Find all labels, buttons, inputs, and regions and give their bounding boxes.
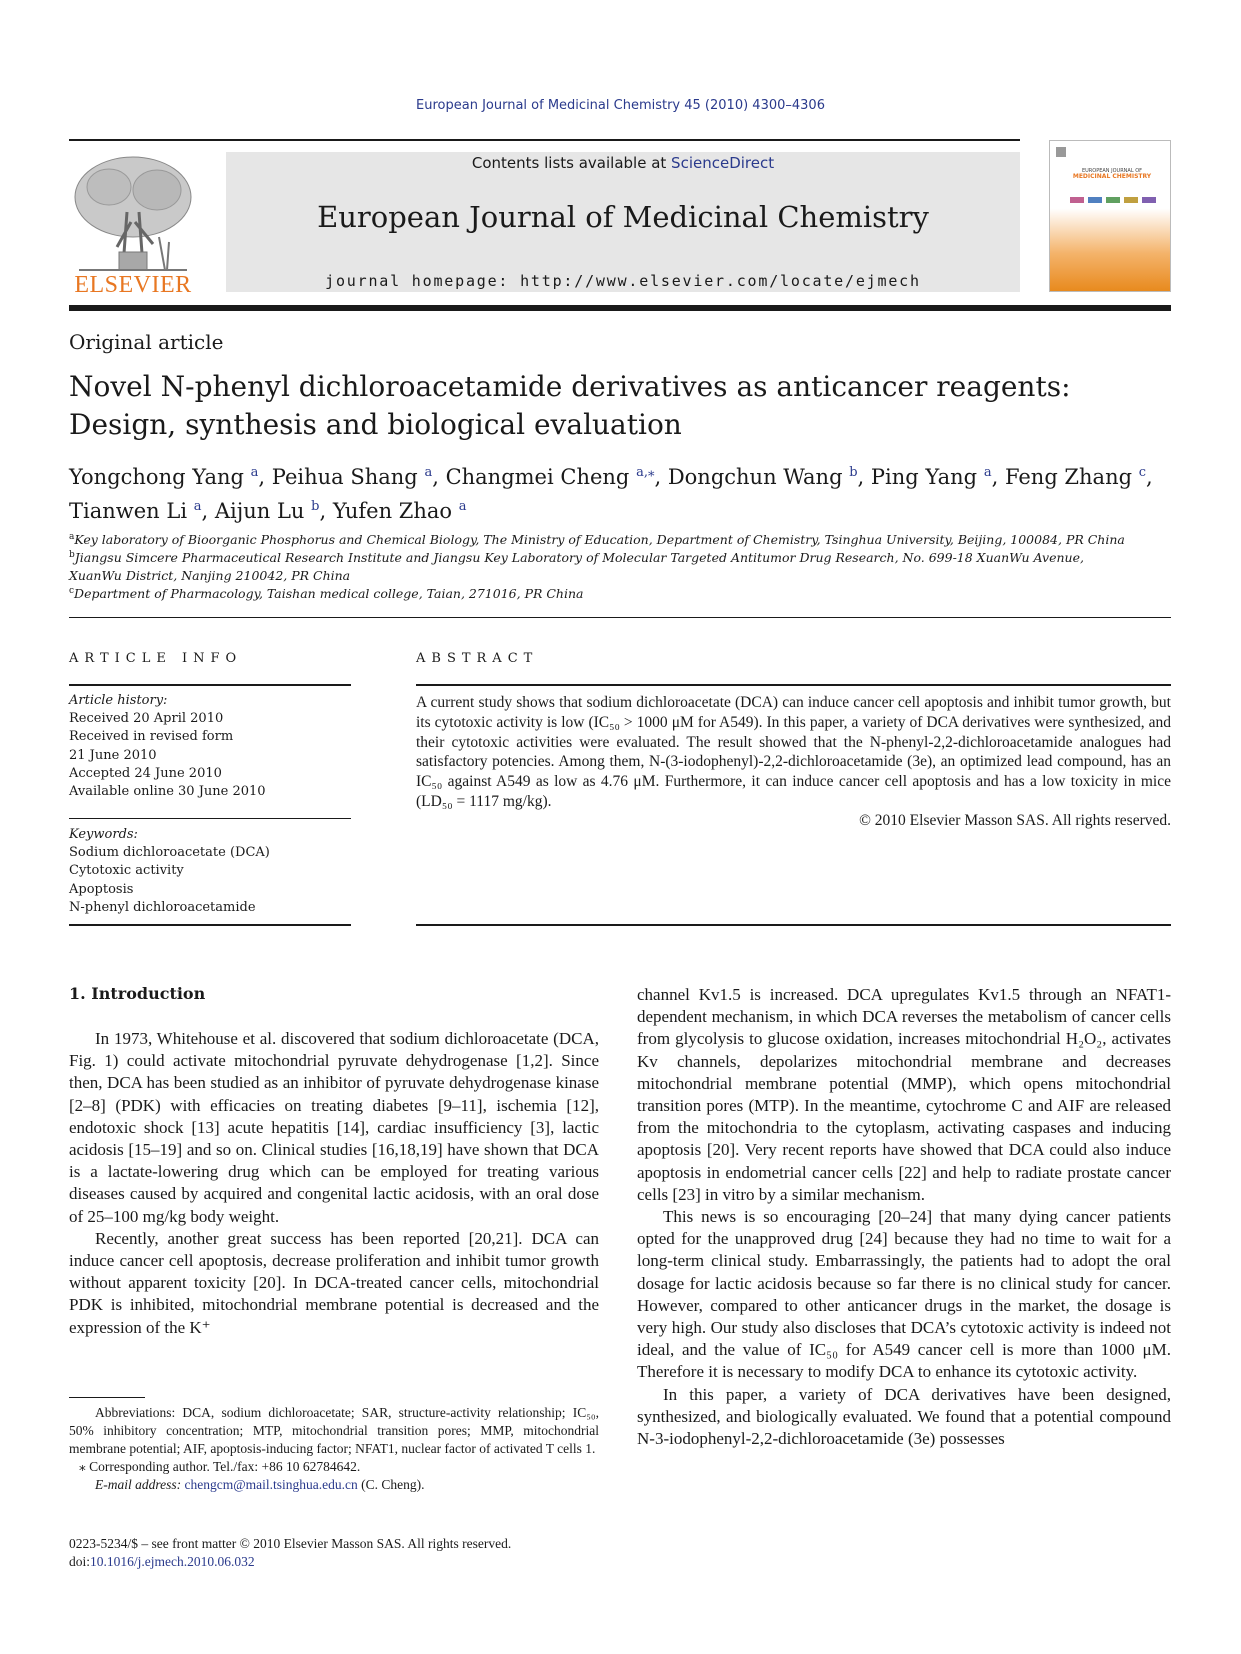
journal-cover-thumbnail[interactable] (1049, 140, 1171, 292)
history-label: Article history: (69, 693, 168, 708)
author[interactable]: Aijun Lu $^b$ (214, 499, 320, 523)
author[interactable]: Feng Zhang $^c$ (1004, 465, 1147, 489)
contents-line (226, 154, 1020, 172)
article-history (69, 692, 351, 801)
author[interactable]: Yufen Zhao $^a$ (332, 499, 467, 523)
email-suffix: (C. Cheng). (357, 1477, 425, 1492)
affiliation: $^b$Jiangsu Simcere Pharmaceutical Research Institute and Jiangsu Key Laboratory of Molecular Targeted Antitumor Drug Research, No. 699-18 XuanWu Avenue, (69, 550, 1084, 566)
keyword: Sodium dichloroacetate (DCA) (69, 845, 270, 861)
author[interactable]: Dongchun Wang $^b$ (667, 465, 858, 489)
author-list: Yongchong Yang $^a$, Peihua Shang $^a$, Changmei Cheng $^{a,⁎}$, Dongchun Wang $^b$, Ping Yang $^a$, Feng Zhang $^c$, Tianwen Li $^a$, Aijun Lu $^b$, Yufen Zhao $^a$ (69, 465, 1153, 523)
article-title (69, 368, 1169, 444)
cover-art-icon (1050, 141, 1171, 292)
footnotes (69, 1404, 599, 1494)
abbreviations-footnote: Abbreviations: DCA, sodium dichloroacetate; SAR, structure-activity relationship; IC₅₀, 50% inhibitory concentration; MTP, mitochondrial transition pores; MMP, mitochondrial membrane potential; AIF, apoptosis-inducing factor; NFAT1, nuclear factor of activated T cells 1. (69, 1405, 599, 1456)
email-label: E-mail address: (95, 1477, 185, 1492)
footnote-rule (69, 1397, 145, 1398)
title-line-1: Novel N-phenyl dichloroacetamide derivatives as anticancer reagents: (69, 370, 1071, 403)
doi-link[interactable]: 10.1016/j.ejmech.2010.06.032 (90, 1554, 255, 1569)
front-matter (69, 1535, 599, 1571)
affiliation: $^a$Key laboratory of Bioorganic Phosphorus and Chemical Biology, The Ministry of Education, Department of Chemistry, Tsinghua University, Beijing, 100084, PR China (69, 532, 1125, 548)
history-item: Available online 30 June 2010 (69, 784, 266, 800)
issn-line: 0223-5234/$ – see front matter © 2010 Elsevier Masson SAS. All rights reserved. (69, 1536, 512, 1551)
left-column (69, 1028, 599, 1339)
history-item: 21 June 2010 (69, 747, 157, 763)
section-rule (69, 617, 1171, 618)
author[interactable]: Tianwen Li $^a$ (69, 499, 202, 523)
email-link[interactable]: chengcm@mail.tsinghua.edu.cn (184, 1477, 358, 1492)
info-rule (69, 684, 351, 686)
contents-prefix: Contents lists available at (471, 154, 672, 172)
section-heading-introduction: 1. Introduction (69, 984, 206, 1003)
abstract-rule (416, 924, 1171, 926)
header-thick-rule (69, 305, 1171, 311)
sciencedirect-link[interactable]: ScienceDirect (671, 154, 775, 172)
cover-title (1072, 168, 1152, 180)
abstract-heading: ABSTRACT (416, 651, 539, 666)
keyword: Apoptosis (69, 881, 134, 897)
author[interactable]: Changmei Cheng $^{a,⁎}$ (445, 465, 655, 489)
doi-label: doi: (69, 1554, 91, 1569)
paragraph: In this paper, a variety of DCA derivatives have been designed, synthesized, and biologically evaluated. We found that a potential compound N-3-iodophenyl-2,2-dichloroacetamide (3e) possesses (637, 1384, 1171, 1449)
title-line-2: Design, synthesis and biological evaluation (69, 408, 682, 441)
history-item: Received in revised form (69, 729, 234, 745)
paragraph: In 1973, Whitehouse et al. discovered that sodium dichloroacetate (DCA, Fig. 1) could activate mitochondrial pyruvate dehydrogenase [1,2]. Since then, DCA has been studied as an inhibitor of pyruvate dehydrogenase kinase [2–8] (PDK) with efficacies on treating diabetes [9–11], ischemia [12], endotoxic shock [13] acute hepatitis [14], cardiac insufficiency [3], lactic acidosis [15–19] and so on. Clinical studies [16,18,19] have shown that DCA is a lactate-lowering drug which can be employed for treating various diseases caused by acquired and congenital lactic acidosis, with an oral dose of 25–100 mg/kg body weight. (69, 1029, 599, 1226)
cover-title-small: EUROPEAN JOURNAL OF (1081, 168, 1143, 174)
doi-line (69, 1553, 599, 1571)
corresponding-author-footnote: ⁎ Corresponding author. Tel./fax: +86 10 62784642. (79, 1459, 361, 1474)
affiliation: XuanWu District, Nanjing 210042, PR China (69, 568, 351, 584)
history-item: Accepted 24 June 2010 (69, 765, 222, 781)
elsevier-wordmark: ELSEVIER (74, 272, 192, 298)
author[interactable]: Ping Yang $^a$ (870, 465, 992, 489)
journal-citation[interactable]: European Journal of Medicinal Chemistry 45 (2010) 4300–4306 (416, 98, 825, 113)
email-footnote (69, 1476, 599, 1494)
journal-homepage[interactable]: journal homepage: http://www.elsevier.com/locate/ejmech (325, 272, 921, 290)
paragraph: channel Kv1.5 is increased. DCA upregulates Kv1.5 through an NFAT1-dependent mechanism, in which DCA reverses the metabolism of cancer cells from glycolysis to glucose oxidation, increases mitochondrial H₂O₂, activates Kv channels, depolarizes mitochondrial membrane and decreases mitochondrial membrane potential (MMP), which opens mitochondrial transition pores (MTP). In the meantime, cytochrome C and AIF are released from the mitochondria to the cytoplasm, activating caspases and inducing apoptosis [20]. Very recent reports have showed that DCA could also induce apoptosis in endometrial cancer cells [22] and help to radiate prostate cancer cells [23] in vitro by a similar mechanism. (637, 985, 1171, 1204)
info-rule (69, 818, 351, 819)
article-type: Original article (69, 330, 224, 354)
author[interactable]: Yongchong Yang $^a$ (69, 465, 259, 489)
right-column (637, 984, 1171, 1450)
keyword: Cytotoxic activity (69, 863, 184, 879)
keyword: N-phenyl dichloroacetamide (69, 899, 256, 915)
keywords (69, 826, 351, 917)
header-rule (69, 139, 1020, 141)
cover-title-big: MEDICINAL CHEMISTRY (1072, 173, 1152, 180)
article-info-heading: ARTICLE INFO (69, 651, 243, 666)
history-item: Received 20 April 2010 (69, 711, 224, 727)
keywords-label: Keywords: (69, 827, 138, 842)
affiliation: $^c$Department of Pharmacology, Taishan medical college, Taian, 271016, PR China (69, 586, 584, 602)
author[interactable]: Peihua Shang $^a$ (271, 465, 433, 489)
paragraph: Recently, another great success has been reported [20,21]. DCA can induce cancer cell apoptosis, decrease proliferation and inhibit tumor growth without apparent toxicity [20]. In DCA-treated cancer cells, mitochondrial PDK is inhibited, mitochondrial membrane potential is decreased and the expression of the K⁺ (69, 1228, 599, 1337)
abstract-body: A current study shows that sodium dichloroacetate (DCA) can induce cancer cell apoptosis and inhibit tumor growth, but its cytotoxic activity is low (IC₅₀ > 1000 μM for A549). In this paper, a variety of DCA derivatives were synthesized, and their cytotoxic activities were evaluated. The result showed that the N-phenyl-2,2-dichloroacetamide analogues had satisfactory potencies. Among them, N-(3-iodophenyl)-2,2-dichloroacetamide (3e), an optimized lead compound, has an IC₅₀ against A549 as low as 4.76 μM. Furthermore, it can induce cancer cell apoptosis and has a low toxicity in mice (LD₅₀ = 1117 mg/kg). (416, 694, 1171, 810)
journal-title: European Journal of Medicinal Chemistry (317, 200, 929, 234)
abstract-copyright: © 2010 Elsevier Masson SAS. All rights reserved. (859, 812, 1171, 829)
info-rule (69, 924, 351, 926)
abstract-rule (416, 684, 1171, 686)
paragraph: This news is so encouraging [20–24] that many dying cancer patients opted for the unapproved drug [24] because they had no time to wait for a long-term clinical study. Embarrassingly, the patients had to adopt the oral dosage for lactic acidosis because so far there is no clinical study for cancer. However, compared to other anticancer drugs in the market, the dosage is very high. Our study also discloses that DCA’s cytotoxic activity is indeed not ideal, and the value of IC₅₀ for A549 cancer cell is more than 1000 μM. Therefore it is necessary to modify DCA to enhance its cytotoxic activity. (637, 1207, 1171, 1382)
